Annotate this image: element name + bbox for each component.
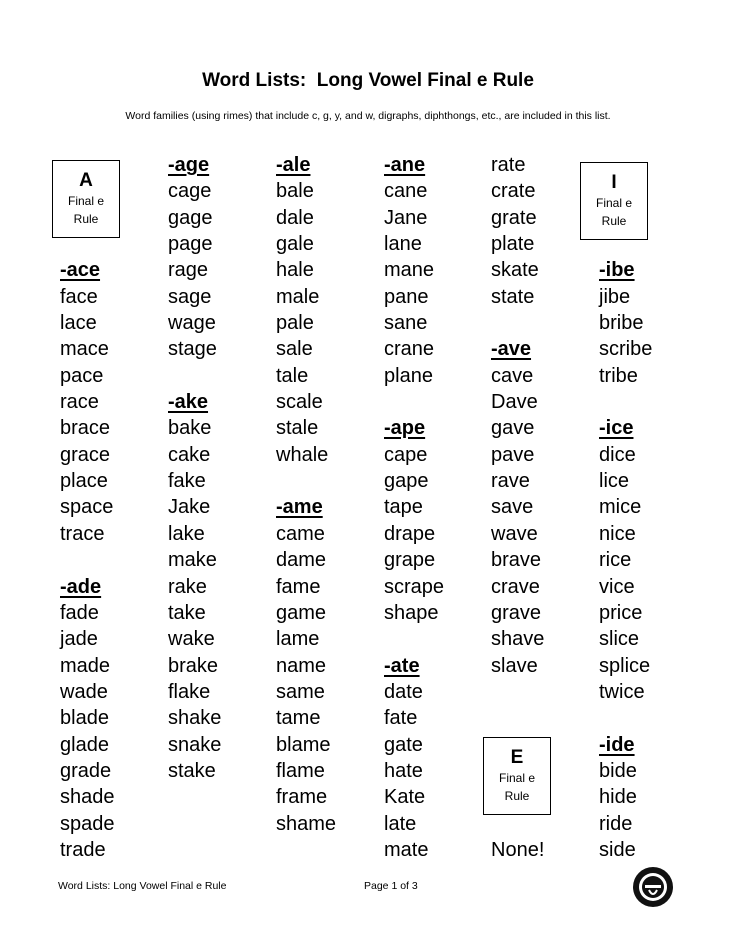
- word: mace: [60, 338, 109, 361]
- word: dame: [276, 549, 327, 572]
- word: gale: [276, 233, 314, 256]
- word: crate: [491, 180, 536, 203]
- word: shave: [491, 628, 545, 651]
- word: pave: [491, 443, 535, 466]
- word-family-header: -ade: [60, 575, 102, 598]
- word-family-header: -ide: [599, 733, 635, 756]
- word: mane: [384, 259, 435, 282]
- word: pane: [384, 285, 429, 308]
- word: ride: [599, 812, 633, 835]
- word: flame: [276, 759, 325, 782]
- word: grace: [60, 443, 111, 466]
- word: scrape: [384, 575, 445, 598]
- word: came: [276, 522, 325, 545]
- word: cake: [168, 443, 211, 466]
- word: rate: [491, 154, 526, 176]
- vowel-box-label: Final e: [67, 194, 105, 208]
- word: fade: [60, 601, 99, 624]
- vowel-box-label: Rule: [73, 212, 99, 226]
- word: hale: [276, 259, 314, 282]
- word: stage: [168, 338, 217, 361]
- word: brace: [60, 417, 111, 440]
- word-column-6: [599, 152, 709, 863]
- word: same: [276, 680, 325, 703]
- word: face: [60, 285, 98, 308]
- word-column-5: [491, 152, 601, 863]
- word: Jake: [168, 496, 211, 519]
- word: crane: [384, 338, 435, 361]
- word: gate: [384, 733, 423, 756]
- spacer: [599, 178, 709, 204]
- word: Dave: [491, 391, 538, 414]
- word: bribe: [599, 312, 644, 335]
- word: cape: [384, 443, 428, 466]
- word: flake: [168, 680, 211, 703]
- word: male: [276, 285, 320, 308]
- word: lace: [60, 312, 97, 335]
- word: snake: [168, 733, 222, 756]
- word: mice: [599, 496, 642, 519]
- word-family-header: -ale: [276, 154, 311, 176]
- word: name: [276, 654, 327, 677]
- spacer: [60, 231, 170, 257]
- word-column-4: [384, 152, 494, 863]
- word: grate: [491, 206, 537, 229]
- word: jade: [60, 628, 98, 651]
- word: fake: [168, 470, 206, 493]
- spacer: [384, 389, 494, 415]
- word: tape: [384, 496, 423, 519]
- vowel-letter: E: [510, 747, 524, 768]
- word: scribe: [599, 338, 653, 361]
- word: glade: [60, 733, 109, 756]
- word: lake: [168, 522, 205, 545]
- word: mate: [384, 838, 429, 861]
- word: gape: [384, 470, 429, 493]
- word: state: [491, 285, 535, 308]
- word: tribe: [599, 364, 638, 387]
- word: crave: [491, 575, 540, 598]
- word: take: [168, 601, 206, 624]
- word: side: [599, 838, 636, 861]
- word: gage: [168, 206, 213, 229]
- spacer: [491, 811, 601, 837]
- vowel-box-label: Rule: [504, 789, 530, 803]
- word: splice: [599, 654, 651, 677]
- word: slice: [599, 628, 640, 651]
- word: fame: [276, 575, 321, 598]
- word: whale: [276, 443, 329, 466]
- page-title: Word Lists: Long Vowel Final e Rule: [202, 70, 534, 91]
- word: wade: [60, 680, 108, 703]
- word: save: [491, 496, 534, 519]
- word: brave: [491, 549, 542, 572]
- spacer: [599, 389, 709, 415]
- spacer: [60, 205, 170, 231]
- word: lame: [276, 628, 320, 651]
- word: lane: [384, 233, 422, 256]
- word: blade: [60, 707, 109, 730]
- vowel-box-label: Final e: [595, 196, 633, 210]
- word-family-header: -ake: [168, 391, 209, 414]
- word: nice: [599, 522, 636, 545]
- word: sage: [168, 285, 212, 308]
- word: race: [60, 391, 99, 414]
- word: blame: [276, 733, 331, 756]
- word: bake: [168, 417, 212, 440]
- word-family-header: -ibe: [599, 259, 635, 282]
- spacer: [491, 784, 601, 810]
- word: scale: [276, 391, 323, 414]
- word: shame: [276, 812, 337, 835]
- word-column-3: [276, 152, 386, 837]
- word: spade: [60, 812, 115, 835]
- word: rage: [168, 259, 209, 282]
- word: jibe: [599, 285, 631, 308]
- word-family-header: -age: [168, 154, 210, 176]
- vowel-letter: I: [611, 172, 617, 193]
- word: place: [60, 470, 108, 493]
- word: rice: [599, 549, 632, 572]
- spacer: [168, 363, 278, 389]
- word: space: [60, 496, 114, 519]
- word: cage: [168, 180, 212, 203]
- word: trade: [60, 838, 106, 861]
- word: tame: [276, 707, 321, 730]
- word: cave: [491, 364, 534, 387]
- spacer: [491, 310, 601, 336]
- spacer: [491, 705, 601, 731]
- word: trace: [60, 522, 105, 545]
- word-family-header: -ice: [599, 417, 634, 440]
- word: gave: [491, 417, 535, 440]
- word: slave: [491, 654, 538, 677]
- word: dale: [276, 206, 314, 229]
- word: wave: [491, 522, 538, 545]
- word: lice: [599, 470, 630, 493]
- word: stake: [168, 759, 216, 782]
- word: plate: [491, 233, 535, 256]
- word: fate: [384, 707, 418, 730]
- spacer: [599, 231, 709, 257]
- spacer: [60, 152, 170, 178]
- word: vice: [599, 575, 635, 598]
- word: bide: [599, 759, 637, 782]
- spacer: [491, 732, 601, 758]
- word: skate: [491, 259, 539, 282]
- word: frame: [276, 786, 328, 809]
- word: make: [168, 549, 217, 572]
- word: shape: [384, 601, 439, 624]
- word: sane: [384, 312, 428, 335]
- word: stale: [276, 417, 319, 440]
- spacer: [60, 547, 170, 573]
- word: page: [168, 233, 213, 256]
- word-family-header: -ace: [60, 259, 101, 282]
- word: sale: [276, 338, 313, 361]
- word: tale: [276, 364, 309, 387]
- vowel-letter: A: [79, 170, 93, 191]
- spacer: [599, 205, 709, 231]
- word: hate: [384, 759, 423, 782]
- word: date: [384, 680, 423, 703]
- page-number: Page 1 of 3: [364, 880, 418, 892]
- spacer: [491, 758, 601, 784]
- word-family-header: -ave: [491, 338, 532, 361]
- word-family-header: -ate: [384, 654, 420, 677]
- word-column-2: [168, 152, 278, 784]
- word-family-header: -ame: [276, 496, 323, 519]
- word: twice: [599, 680, 645, 703]
- spacer: [384, 626, 494, 652]
- word: Kate: [384, 786, 426, 809]
- word: shake: [168, 707, 222, 730]
- word: grape: [384, 549, 436, 572]
- spacer: [60, 178, 170, 204]
- publisher-logo-icon: [632, 866, 674, 908]
- spacer: [491, 679, 601, 705]
- word: rake: [168, 575, 207, 598]
- word: dice: [599, 443, 636, 466]
- word: drape: [384, 522, 436, 545]
- word: grave: [491, 601, 542, 624]
- word: shade: [60, 786, 115, 809]
- vowel-box-label: Rule: [601, 214, 627, 228]
- spacer: [599, 705, 709, 731]
- word-column-1: [60, 152, 170, 863]
- word: price: [599, 601, 643, 624]
- page-subtitle: Word families (using rimes) that include c, g, y, and w, digraphs, diphthongs, etc., are included in this list.: [125, 110, 611, 122]
- word: wage: [168, 312, 216, 335]
- footer-title: Word Lists: Long Vowel Final e Rule: [58, 880, 227, 892]
- word: late: [384, 812, 417, 835]
- word: plane: [384, 364, 433, 387]
- word: game: [276, 601, 327, 624]
- word: brake: [168, 654, 219, 677]
- word: hide: [599, 786, 637, 809]
- spacer: [276, 468, 386, 494]
- word: Jane: [384, 206, 428, 229]
- word: rave: [491, 470, 530, 493]
- word: pale: [276, 312, 314, 335]
- word-family-header: -ane: [384, 154, 426, 176]
- word: bale: [276, 180, 314, 203]
- vowel-box-label: Final e: [498, 771, 536, 785]
- word: made: [60, 654, 111, 677]
- spacer: [599, 152, 709, 178]
- word: None!: [491, 838, 545, 861]
- word: grade: [60, 759, 112, 782]
- word: cane: [384, 180, 428, 203]
- word: wake: [168, 628, 215, 651]
- word-family-header: -ape: [384, 417, 426, 440]
- word: pace: [60, 364, 104, 387]
